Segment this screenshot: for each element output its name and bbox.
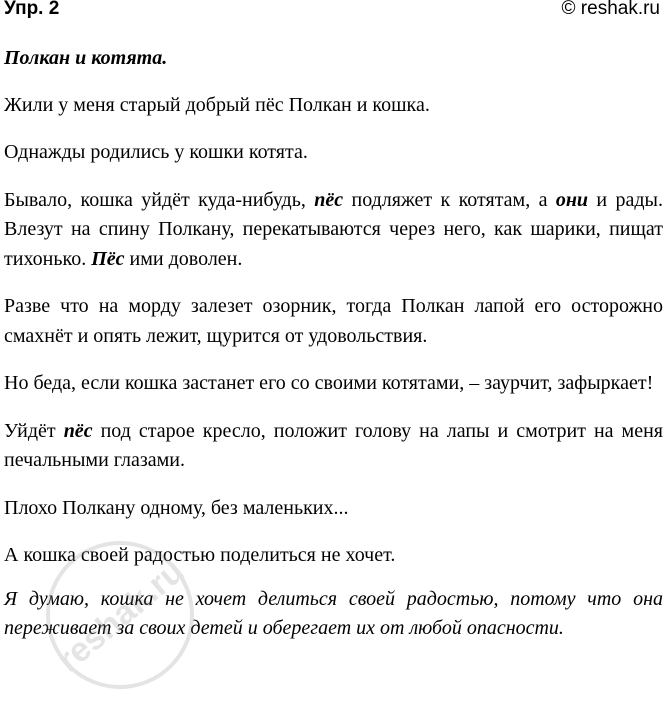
paragraph-7: Плохо Полкану одному, без маленьких... bbox=[4, 496, 349, 519]
paragraph-3-text-2: подляжет к котятам, а bbox=[343, 188, 556, 211]
paragraph-3 bbox=[4, 186, 663, 275]
story-title: Полкан и котята. bbox=[4, 47, 168, 69]
paragraph-6-text-1: Уйдёт bbox=[4, 419, 64, 442]
paragraph-8: А кошка своей радостью поделиться не хочет. bbox=[4, 544, 396, 566]
highlighted-word-oni: они bbox=[555, 188, 589, 211]
paragraph-6 bbox=[4, 417, 663, 476]
document-body bbox=[4, 44, 663, 644]
paragraph-3-text-1: Бывало, кошка уйдёт куда-нибудь, bbox=[4, 188, 315, 211]
answer-paragraph: Я думаю, кошка не хочет делиться своей радостью, потому что она переживает за своих детей и оберегает их от любой опасности. bbox=[4, 587, 663, 639]
watermark-text: reshak.ru bbox=[49, 552, 192, 680]
paragraph-5: Но беда, если кошка застанет его со своими котятами, – заурчит, зафыркает! bbox=[4, 372, 654, 394]
paragraph-6-text-2: под старое кресло, положит голову на лапы и смотрит на меня печальными глазами. bbox=[4, 419, 663, 471]
paragraph-2: Однажды родились у кошки котята. bbox=[4, 141, 308, 163]
highlighted-word-pes-2: пёс bbox=[63, 419, 93, 442]
paragraph-3-text-3: и рады. Влезут на спину Полкану, перекатываются через него, как шарики, пищат тихонько. bbox=[4, 188, 663, 270]
highlighted-word-pes: пёс bbox=[314, 188, 344, 211]
paragraph-3-text-4: ими доволен. bbox=[124, 247, 243, 270]
exercise-label: Упр. 2 bbox=[4, 0, 60, 19]
source-copyright: © reshak.ru bbox=[561, 0, 660, 19]
page-header bbox=[0, 0, 667, 26]
highlighted-word-pes-capital: Пёс bbox=[91, 247, 125, 270]
paragraph-1: Жили у меня старый добрый пёс Полкан и кошка. bbox=[4, 93, 430, 116]
paragraph-4: Разве что на морду залезет озорник, тогда Полкан лапой его осторожно смахнёт и опять лежит, щурится от удовольствия. bbox=[4, 295, 663, 347]
